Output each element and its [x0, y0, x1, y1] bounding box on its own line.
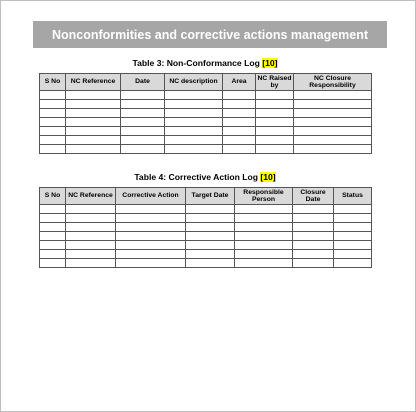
table-cell: [116, 241, 186, 250]
table-cell: [66, 223, 116, 232]
table-cell: [294, 100, 372, 109]
table-cell: [66, 91, 121, 100]
table-cell: [293, 223, 334, 232]
col-header-s-no: S No: [40, 74, 66, 91]
table-cell: [334, 205, 372, 214]
table-row: [40, 136, 372, 145]
table-cell: [334, 214, 372, 223]
table-cell: [186, 250, 235, 259]
table-row: [40, 127, 372, 136]
table-cell: [334, 232, 372, 241]
table-cell: [256, 91, 294, 100]
table-row: [40, 241, 372, 250]
col-header-closure-date: Closure Date: [293, 188, 334, 205]
table-cell: [294, 136, 372, 145]
table-cell: [116, 259, 186, 268]
table-cell: [40, 145, 66, 154]
table-row: [40, 214, 372, 223]
table-cell: [256, 109, 294, 118]
col-header-date: Date: [121, 74, 165, 91]
table-cell: [235, 214, 293, 223]
table-cell: [121, 145, 165, 154]
table4-caption-text: Table 4: Corrective Action Log: [134, 172, 261, 182]
col-header-nc-closure-responsibility: NC Closure Responsibility: [294, 74, 372, 91]
col-header-nc-reference: NC Reference: [66, 74, 121, 91]
table-cell: [293, 214, 334, 223]
col-header-nc-description: NC description: [165, 74, 223, 91]
table-cell: [223, 127, 256, 136]
table-cell: [186, 205, 235, 214]
table-cell: [40, 232, 66, 241]
table-cell: [223, 118, 256, 127]
table-cell: [121, 118, 165, 127]
col-header-s-no: S No: [40, 188, 66, 205]
table-cell: [165, 127, 223, 136]
banner-title: Nonconformities and corrective actions management: [51, 27, 369, 42]
table-row: [40, 100, 372, 109]
table-row: [40, 91, 372, 100]
table-cell: [334, 241, 372, 250]
table-cell: [66, 109, 121, 118]
table-cell: [66, 136, 121, 145]
table-cell: [294, 127, 372, 136]
table-cell: [116, 232, 186, 241]
table4-body: [40, 205, 372, 268]
table-cell: [121, 136, 165, 145]
table-cell: [165, 91, 223, 100]
table-cell: [66, 127, 121, 136]
table-cell: [186, 214, 235, 223]
table-cell: [186, 259, 235, 268]
table-cell: [40, 205, 66, 214]
table-cell: [256, 118, 294, 127]
table-cell: [40, 100, 66, 109]
table-cell: [40, 136, 66, 145]
table-cell: [293, 250, 334, 259]
table-cell: [235, 241, 293, 250]
table-cell: [116, 214, 186, 223]
table-cell: [40, 118, 66, 127]
table-row: [40, 109, 372, 118]
col-header-status: Status: [334, 188, 372, 205]
table-row: [40, 205, 372, 214]
table-cell: [293, 205, 334, 214]
table-cell: [256, 127, 294, 136]
table-cell: [294, 109, 372, 118]
table-cell: [293, 232, 334, 241]
table-cell: [235, 259, 293, 268]
table-cell: [66, 259, 116, 268]
table-cell: [40, 109, 66, 118]
table-cell: [40, 259, 66, 268]
table-row: [40, 145, 372, 154]
table-cell: [66, 205, 116, 214]
table-cell: [293, 259, 334, 268]
table-cell: [334, 223, 372, 232]
table-cell: [223, 91, 256, 100]
table-cell: [66, 241, 116, 250]
table-cell: [40, 223, 66, 232]
table-row: [40, 250, 372, 259]
table-cell: [116, 223, 186, 232]
table-cell: [66, 214, 116, 223]
col-header-corrective-action: Corrective Action: [116, 188, 186, 205]
table-cell: [121, 109, 165, 118]
table-cell: [256, 100, 294, 109]
table-cell: [116, 250, 186, 259]
table-cell: [66, 100, 121, 109]
table-cell: [165, 100, 223, 109]
table-cell: [223, 100, 256, 109]
table-cell: [334, 259, 372, 268]
table-cell: [165, 109, 223, 118]
table3-body: [40, 91, 372, 154]
table-cell: [235, 205, 293, 214]
table-row: [40, 259, 372, 268]
table-cell: [121, 127, 165, 136]
table-row: [40, 118, 372, 127]
table-cell: [66, 145, 121, 154]
table-cell: [235, 250, 293, 259]
table4-caption: [39, 172, 371, 182]
table-cell: [334, 250, 372, 259]
table-cell: [40, 241, 66, 250]
table-cell: [40, 214, 66, 223]
table-cell: [256, 145, 294, 154]
table-row: [40, 223, 372, 232]
table-cell: [165, 145, 223, 154]
table4-caption-ref: [10]: [260, 172, 276, 182]
table-cell: [66, 232, 116, 241]
table-cell: [165, 136, 223, 145]
col-header-target-date: Target Date: [186, 188, 235, 205]
table-cell: [223, 109, 256, 118]
table-cell: [40, 127, 66, 136]
table-cell: [223, 145, 256, 154]
table-cell: [121, 100, 165, 109]
table-cell: [121, 91, 165, 100]
table-cell: [294, 118, 372, 127]
table-cell: [40, 91, 66, 100]
table-cell: [186, 232, 235, 241]
table-cell: [294, 145, 372, 154]
table-row: [40, 232, 372, 241]
table-cell: [40, 250, 66, 259]
table-cell: [235, 232, 293, 241]
non-conformance-log-table: [39, 73, 372, 154]
table3-caption: [39, 58, 371, 68]
table-cell: [186, 223, 235, 232]
table-cell: [223, 136, 256, 145]
table-cell: [116, 205, 186, 214]
table-cell: [256, 136, 294, 145]
table-cell: [165, 118, 223, 127]
table-cell: [294, 91, 372, 100]
table3-caption-ref: [10]: [262, 58, 278, 68]
section-banner: [33, 21, 387, 48]
col-header-area: Area: [223, 74, 256, 91]
col-header-nc-reference: NC Reference: [66, 188, 116, 205]
col-header-responsible-person: Responsible Person: [235, 188, 293, 205]
table-cell: [66, 118, 121, 127]
corrective-action-log-table: [39, 187, 372, 268]
table-cell: [293, 241, 334, 250]
table-cell: [235, 223, 293, 232]
col-header-nc-raised-by: NC Raised by: [257, 74, 292, 89]
table3-caption-text: Table 3: Non-Conformance Log: [132, 58, 263, 68]
table-cell: [66, 250, 116, 259]
table-cell: [186, 241, 235, 250]
